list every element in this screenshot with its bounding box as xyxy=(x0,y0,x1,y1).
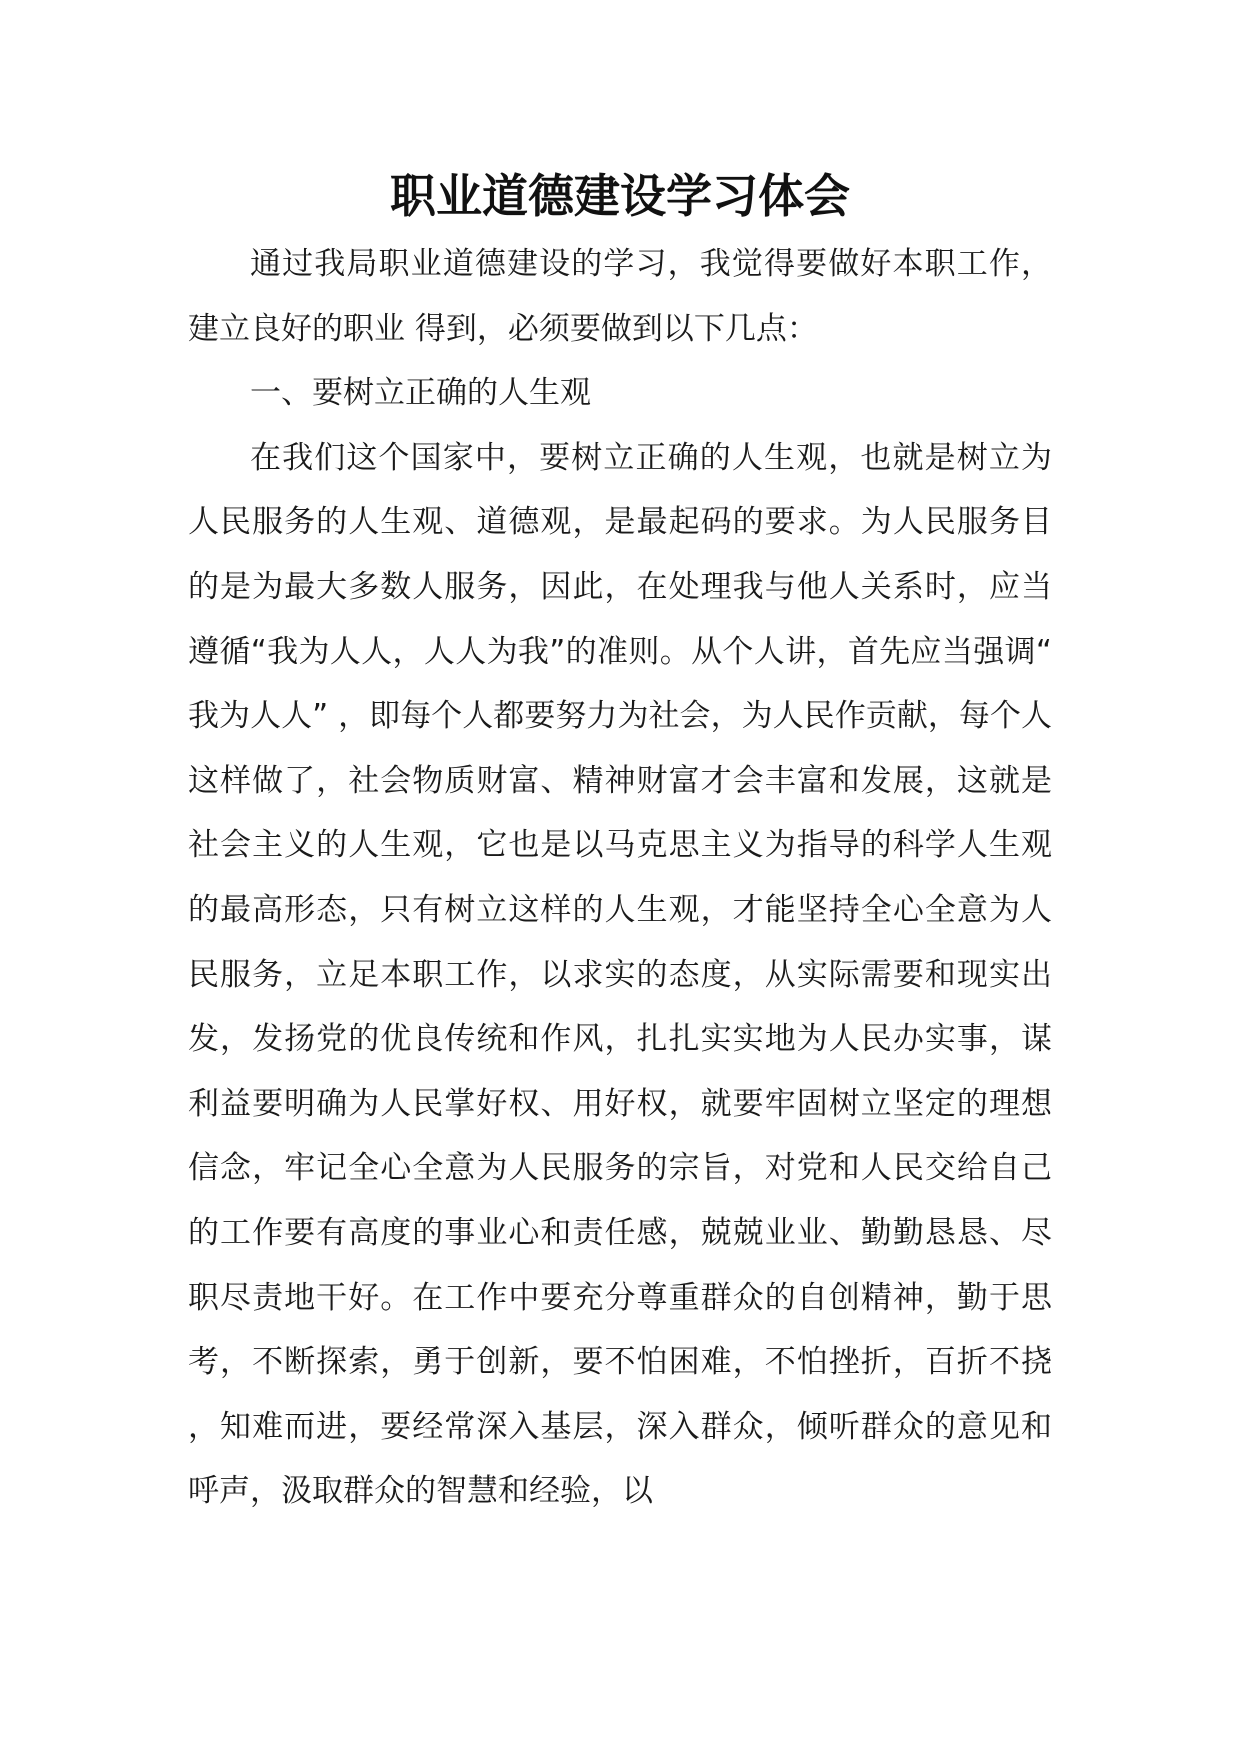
document-body xyxy=(188,232,1052,1524)
document-title: 职业道德建设学习体会 xyxy=(390,169,850,223)
section-heading-1: 一、要树立正确的人生观 xyxy=(250,375,591,412)
section-1-paragraph: 在我们这个国家中，要树立正确的人生观，也就是树立为人民服务的人生观、道德观，是最起码的要求。为人民服务目的是为最大多数人服务，因此，在处理我与他人关系时，应当遵循“我为人人，人人为我”的准则。从个人讲，首先应当强调“我为人人” ，即每个人都要努力为社会，为人民作贡献，每个人这样做了，社会物质财富、精神财富才会丰富和发展，这就是社会主义的人生观，它也是以马克思主义为指导的科学人生观的最高形态，只有树立这样的人生观，才能坚持全心全意为人民服务，立足本职工作，以求实的态度，从实际需要和现实出发，发扬党的优良传统和作风，扎扎实实地为人民办实事，谋利益要明确为人民掌好权、用好权，就要牢固树立坚定的理想信念，牢记全心全意为人民服务的宗旨，对党和人民交给自己的工作要有高度的事业心和责任感，兢兢业业、勤勤恳恳、尽职尽责地干好。在工作中要充分尊重群众的自创精神，勤于思考，不断探索，勇于创新，要不怕困难，不怕挫折，百折不挠，知难而进，要经常深入基层，深入群众，倾听群众的意见和呼声，汲取群众的智慧和经验，以 xyxy=(188,439,1052,1510)
intro-paragraph: 通过我局职业道德建设的学习，我觉得要做好本职工作，建立良好的职业 得到，必须要做到以下几点： xyxy=(188,246,1052,347)
